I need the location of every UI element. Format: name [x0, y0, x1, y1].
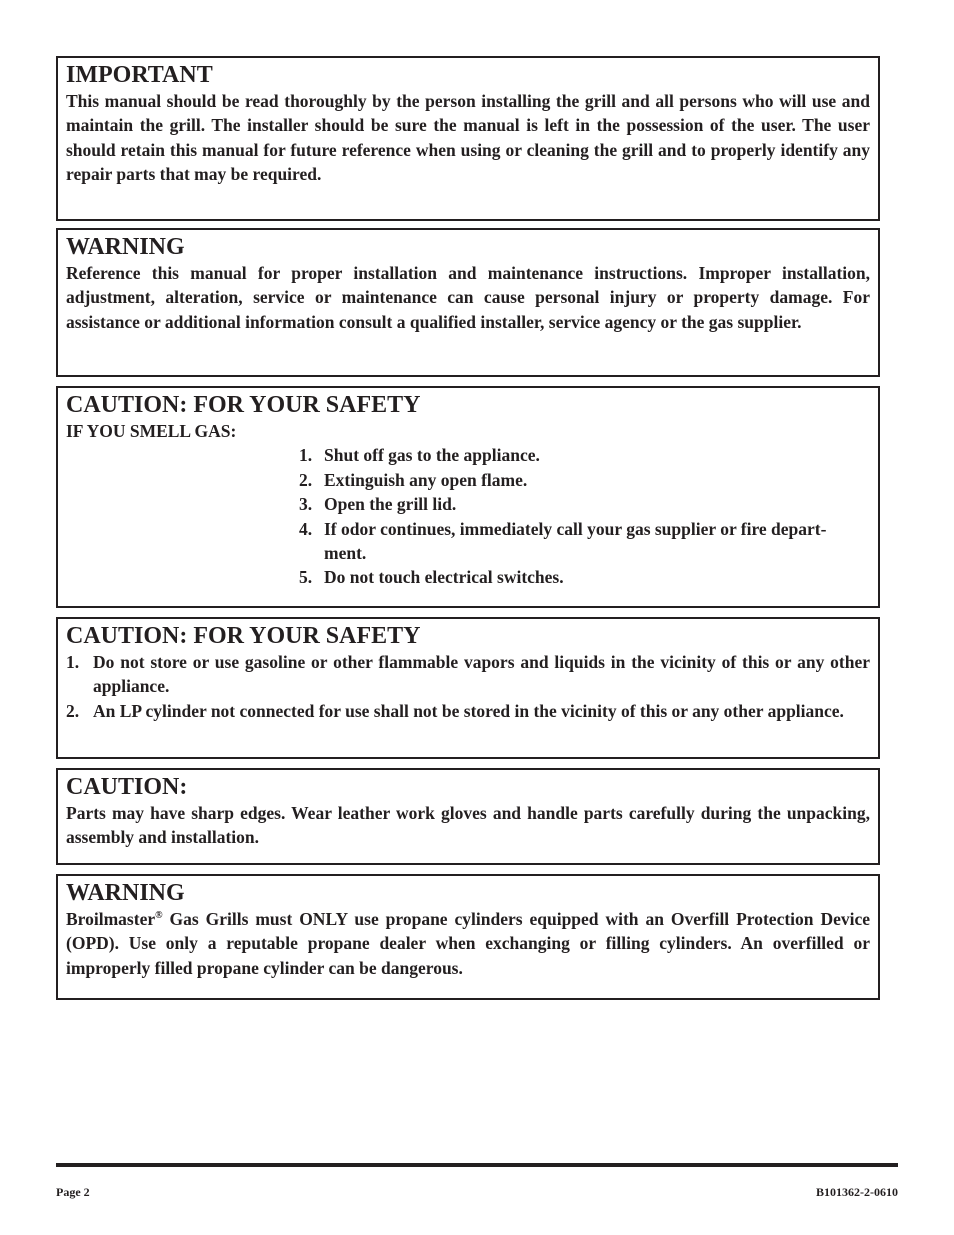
important-text: This manual should be read thoroughly by the person installing the grill and all persons who will use and maintain the grill. The installer should be sure the manual is left in the possession of the user. The user should retain this manual for future reference when using or cleaning the grill and to properly identify any repair parts that may be required.	[66, 91, 870, 185]
list-item: 1. Shut off gas to the appliance.	[299, 445, 540, 466]
caution-sharp-heading: CAUTION:	[66, 774, 188, 800]
list-item: 4. If odor continues, immediately call your gas supplier or fire depart- ment.	[299, 518, 827, 564]
caution-sharp-text: Parts may have sharp edges. Wear leather work gloves and handle parts carefully during the unpacking, assembly and installation.	[66, 803, 870, 848]
caution-storage-box	[56, 617, 880, 759]
warning-notice-box	[56, 228, 880, 377]
important-notice-box	[56, 56, 880, 221]
gas-smell-steps-list	[299, 443, 870, 589]
important-heading: IMPORTANT	[66, 62, 213, 88]
caution-gas-heading: CAUTION: FOR YOUR SAFETY	[66, 392, 421, 418]
page-number: Page 2	[56, 1185, 90, 1199]
caution-storage-heading: CAUTION: FOR YOUR SAFETY	[66, 623, 421, 649]
list-item: 2. An LP cylinder not connected for use shall not be stored in the vicinity of this or any other appliance.	[66, 700, 844, 721]
list-item: 5. Do not touch electrical switches.	[299, 567, 564, 588]
caution-sharp-edges-box	[56, 768, 880, 865]
warning-opd-body: Gas Grills must ONLY use propane cylinders equipped with an Overfill Protection Device (OPD). Use only a reputable propane dealer when exchanging or filling cylinders. An overfilled or improperly filled propane cylinder can be dangerous.	[66, 909, 870, 978]
list-item: 3. Open the grill lid.	[299, 494, 457, 515]
footer-rule	[56, 1163, 898, 1167]
list-item: 1. Do not store or use gasoline or other flammable vapors and liquids in the vicinity of this or any other appliance.	[66, 652, 870, 697]
warning-opd-heading: WARNING	[66, 880, 185, 906]
warning-heading: WARNING	[66, 234, 185, 260]
if-you-smell-gas-label: IF YOU SMELL GAS:	[66, 421, 237, 441]
warning-opd-text	[66, 907, 870, 980]
registered-mark: ®	[155, 910, 163, 922]
brand-name: Broilmaster	[66, 909, 156, 929]
warning-opd-box	[56, 874, 880, 1000]
list-item: 2. Extinguish any open flame.	[299, 469, 528, 490]
warning-text: Reference this manual for proper installation and maintenance instructions. Improper installation, adjustment, alteration, service or maintenance can cause personal injury or property damage. For assistance or additional information consult a qualified installer, service agency or the gas supplier.	[66, 263, 870, 332]
caution-gas-smell-box	[56, 386, 880, 608]
storage-rules-list	[66, 650, 870, 723]
document-number: B101362-2-0610	[816, 1185, 898, 1199]
